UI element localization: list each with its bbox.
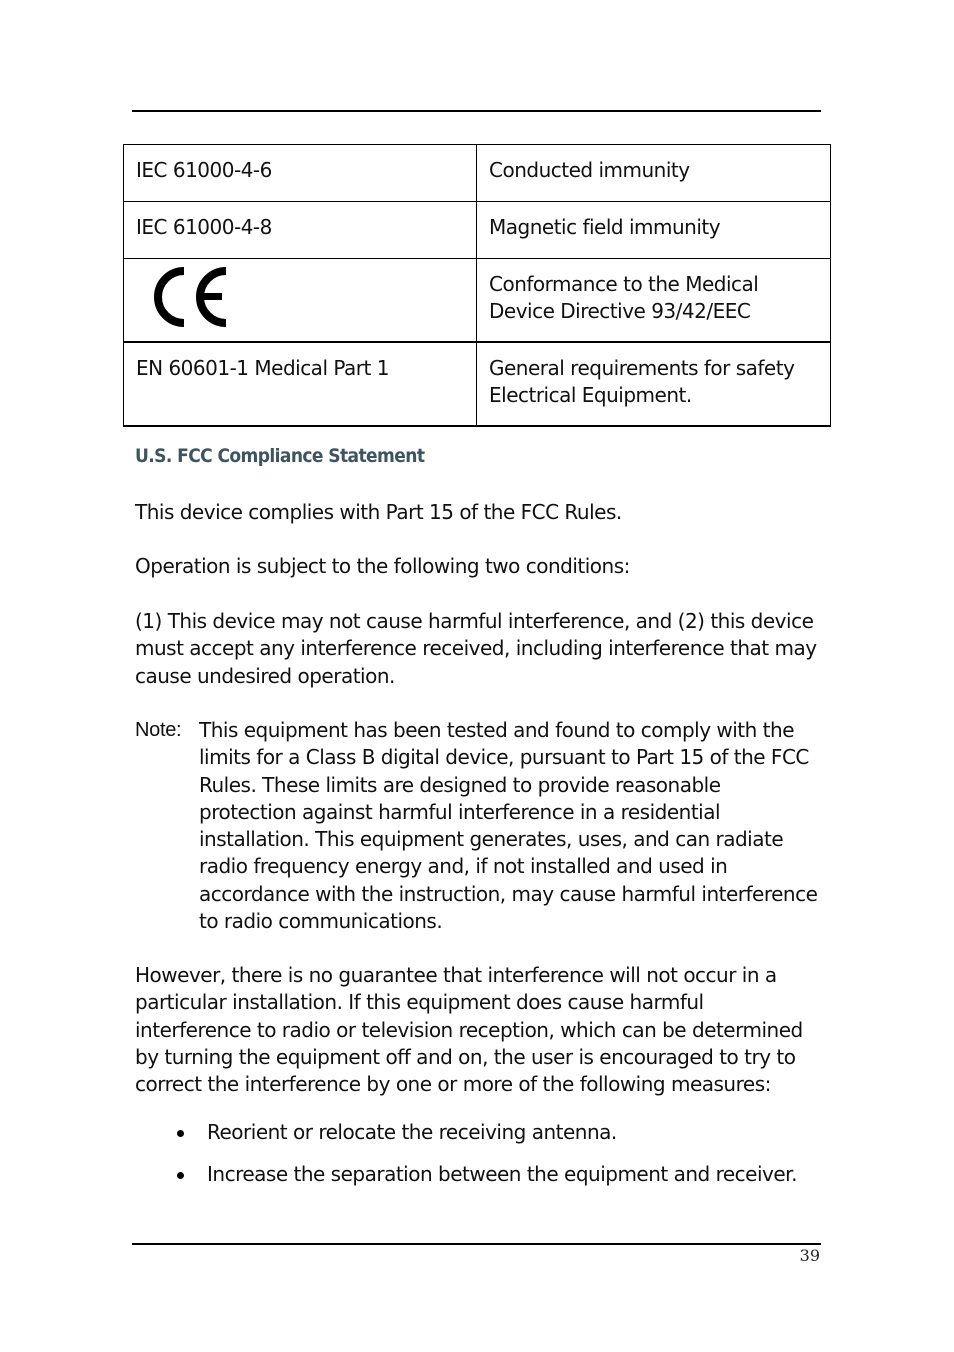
description-line: Conformance to the Medical <box>489 272 759 296</box>
description-cell: Conducted immunity <box>477 145 831 202</box>
text-line: particular installation. If this equipment does cause harmful <box>135 990 704 1015</box>
text-line: protection against harmful interference in a residential <box>199 799 721 824</box>
standard-cell <box>124 259 477 343</box>
bullet-icon <box>177 1130 184 1137</box>
list-item <box>135 1119 825 1146</box>
footer-rule <box>132 1243 821 1245</box>
text-line: (1) This device may not cause harmful interference, and (2) this device <box>135 609 814 633</box>
list-item <box>135 1161 825 1188</box>
description-cell: Magnetic field immunity <box>477 202 831 259</box>
note-label: Note: <box>135 719 182 741</box>
text-line: limits for a Class B digital device, pursuant to Part 15 of the FCC <box>199 745 809 770</box>
list-item-text: Increase the separation between the equipment and receiver. <box>207 1162 797 1186</box>
text-line: cause undesired operation. <box>135 663 395 688</box>
description-cell <box>477 259 831 343</box>
paragraph: Operation is subject to the following two conditions: <box>135 554 630 578</box>
table-row <box>124 342 831 426</box>
description-line: General requirements for safety <box>489 356 795 380</box>
section-heading: U.S. FCC Compliance Statement <box>135 445 425 467</box>
ce-mark-icon <box>150 265 232 329</box>
list-item-text: Reorient or relocate the receiving antenna. <box>207 1120 617 1144</box>
text-line: Rules. These limits are designed to provide reasonable <box>199 772 721 797</box>
text-line: correct the interference by one or more of the following measures: <box>135 1072 771 1097</box>
text-line: by turning the equipment off and on, the user is encouraged to try to <box>135 1044 796 1069</box>
paragraph <box>135 608 825 690</box>
header-rule <box>132 110 821 112</box>
text-line: This equipment has been tested and found to comply with the <box>199 718 795 742</box>
bullet-icon <box>177 1172 184 1179</box>
measures-list <box>135 1119 825 1203</box>
description-line: Device Directive 93/42/EEC <box>489 299 751 323</box>
description-line: Electrical Equipment. <box>489 383 692 407</box>
standards-table <box>123 144 831 427</box>
paragraph: This device complies with Part 15 of the FCC Rules. <box>135 500 622 524</box>
standard-cell: EN 60601-1 Medical Part 1 <box>124 342 477 426</box>
text-line: However, there is no guarantee that interference will not occur in a <box>135 963 777 987</box>
table-row <box>124 145 831 202</box>
page-number: 39 <box>799 1246 820 1265</box>
text-line: installation. This equipment generates, uses, and can radiate <box>199 827 784 852</box>
standard-cell: IEC 61000-4-8 <box>124 202 477 259</box>
standard-cell: IEC 61000-4-6 <box>124 145 477 202</box>
text-line: to radio communications. <box>199 909 443 934</box>
text-line: radio frequency energy and, if not installed and used in <box>199 854 728 879</box>
text-line: must accept any interference received, including interference that may <box>135 636 817 661</box>
paragraph <box>135 962 825 1098</box>
text-line: interference to radio or television reception, which can be determined <box>135 1017 803 1042</box>
table-row <box>124 259 831 343</box>
note-body <box>199 717 825 935</box>
description-cell <box>477 342 831 426</box>
table-row <box>124 202 831 259</box>
text-line: accordance with the instruction, may cause harmful interference <box>199 881 818 906</box>
